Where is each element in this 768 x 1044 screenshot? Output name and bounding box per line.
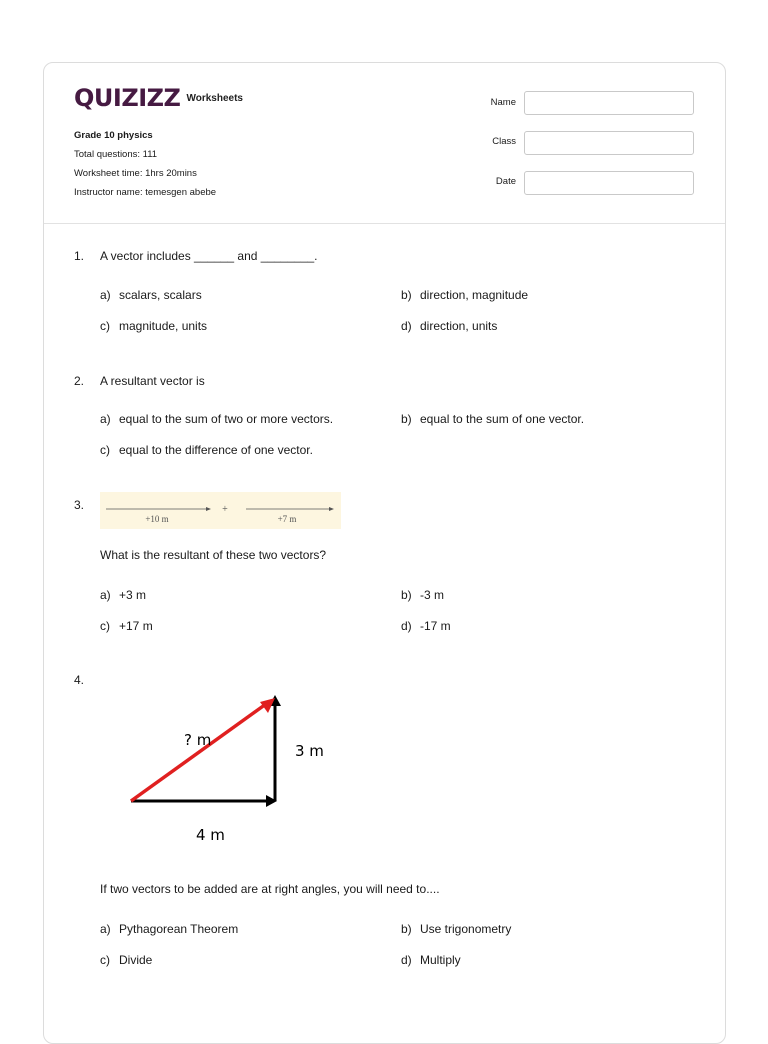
vertical-label: 3 m: [295, 742, 324, 760]
instructor-name: Instructor name: temesgen abebe: [74, 187, 217, 198]
option-a[interactable]: [100, 922, 238, 936]
plus-sign: +: [222, 504, 228, 515]
option-text: +3 m: [119, 588, 147, 602]
vector-arrowhead-2: [329, 507, 334, 511]
option-letter: a): [100, 588, 111, 602]
date-label: Date: [495, 176, 516, 187]
option-text: Multiply: [420, 953, 461, 967]
option-letter: a): [100, 922, 111, 936]
resultant-vector: [131, 704, 266, 801]
vector-label-1: +10 m: [145, 514, 169, 524]
option-letter: c): [100, 619, 110, 633]
name-field[interactable]: [524, 91, 694, 115]
option-letter: d): [401, 619, 412, 633]
option-a[interactable]: [100, 412, 333, 426]
option-letter: b): [401, 288, 412, 302]
question-text: A vector includes ______ and ________.: [100, 249, 318, 263]
option-letter: c): [100, 443, 110, 457]
question-number: 1.: [74, 249, 85, 263]
vector-figure-svg: [100, 492, 341, 529]
vector-label-2: +7 m: [277, 514, 297, 524]
option-d[interactable]: [401, 953, 461, 967]
option-text: Pythagorean Theorem: [119, 922, 239, 936]
option-letter: a): [100, 288, 111, 302]
option-c[interactable]: [100, 319, 207, 333]
option-letter: c): [100, 319, 110, 333]
worksheet-time: Worksheet time: 1hrs 20mins: [74, 168, 197, 179]
date-field[interactable]: [524, 171, 694, 195]
option-a[interactable]: [100, 288, 202, 302]
option-letter: d): [401, 953, 412, 967]
option-text: equal to the sum of one vector.: [420, 412, 585, 426]
option-text: direction, units: [420, 319, 498, 333]
quizizz-logo: [74, 85, 243, 111]
option-d[interactable]: [401, 319, 497, 333]
option-a[interactable]: [100, 588, 146, 602]
option-d[interactable]: [401, 619, 451, 633]
question-text: What is the resultant of these two vectors?: [100, 548, 327, 562]
option-letter: a): [100, 412, 111, 426]
option-letter: b): [401, 412, 412, 426]
option-b[interactable]: [401, 588, 444, 602]
base-label: 4 m: [196, 826, 225, 844]
option-letter: b): [401, 588, 412, 602]
option-c[interactable]: [100, 619, 153, 633]
right-triangle-figure: [120, 690, 340, 850]
class-label: Class: [492, 136, 516, 147]
option-text: Divide: [119, 953, 153, 967]
option-letter: c): [100, 953, 110, 967]
question-text: A resultant vector is: [100, 374, 205, 388]
vector-arrowhead-1: [206, 507, 211, 511]
option-b[interactable]: [401, 288, 528, 302]
total-questions: Total questions: 111: [74, 149, 158, 160]
option-b[interactable]: [401, 922, 511, 936]
option-text: magnitude, units: [119, 319, 208, 333]
question-number: 3.: [74, 498, 85, 512]
worksheet-meta: [74, 126, 216, 202]
question-text: If two vectors to be added are at right angles, you will need to....: [100, 882, 440, 896]
option-letter: b): [401, 922, 412, 936]
option-text: direction, magnitude: [420, 288, 529, 302]
worksheet-header: [44, 63, 725, 224]
option-text: -3 m: [420, 588, 444, 602]
brand-subtitle: Worksheets: [186, 92, 243, 104]
option-c[interactable]: [100, 953, 152, 967]
option-text: scalars, scalars: [119, 288, 202, 302]
brand-wordmark: QUIZIZZ: [74, 84, 181, 112]
option-letter: d): [401, 319, 412, 333]
option-text: -17 m: [420, 619, 451, 633]
option-c[interactable]: [100, 443, 313, 457]
option-b[interactable]: [401, 412, 584, 426]
option-text: equal to the sum of two or more vectors.: [119, 412, 334, 426]
question-number: 4.: [74, 673, 85, 687]
worksheet-title: Grade 10 physics: [74, 130, 153, 141]
vector-addition-figure: [100, 492, 341, 529]
class-field[interactable]: [524, 131, 694, 155]
option-text: +17 m: [119, 619, 153, 633]
option-text: Use trigonometry: [420, 922, 512, 936]
name-label: Name: [490, 97, 516, 108]
option-text: equal to the difference of one vector.: [119, 443, 313, 457]
question-number: 2.: [74, 374, 85, 388]
hypotenuse-label: ? m: [184, 731, 212, 749]
